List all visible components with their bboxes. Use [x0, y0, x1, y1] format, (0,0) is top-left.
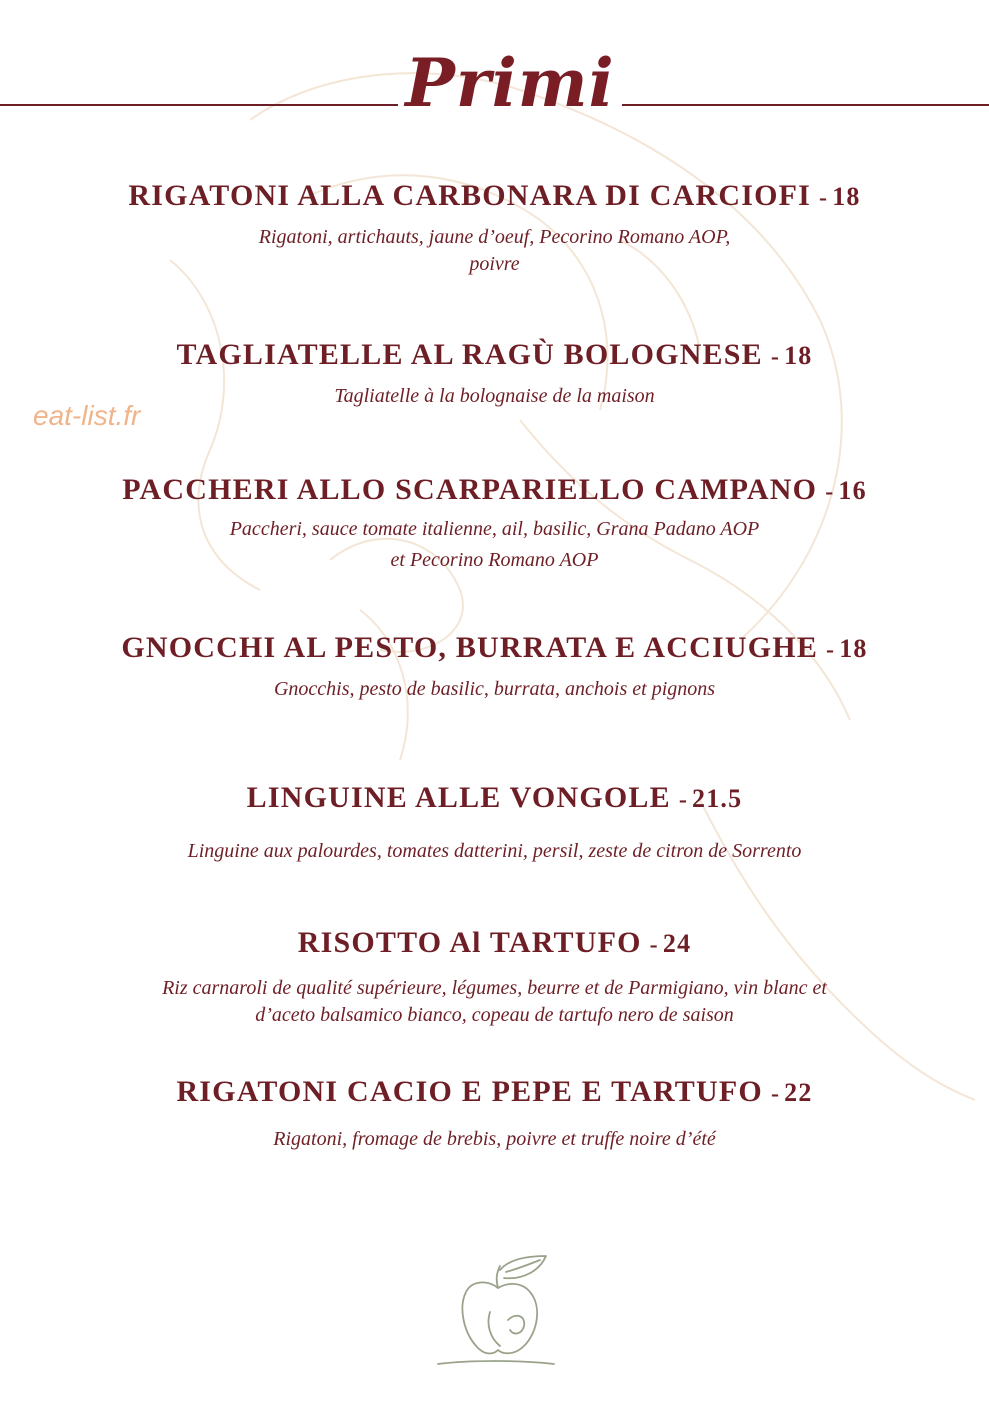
dish-price: 18: [784, 341, 813, 370]
dish-title-line: [60, 178, 929, 216]
dish-price: 18: [832, 182, 861, 211]
dish-item: [60, 178, 929, 278]
watermark: eat-list.fr: [33, 400, 141, 431]
dish-separator: -: [770, 1081, 781, 1107]
dish-separator: -: [826, 637, 836, 663]
dish-name: RIGATONI ALLA CARBONARA DI CARCIOFI: [128, 179, 812, 212]
dish-description: [60, 975, 929, 1029]
dish-description-line: d’aceto balsamico bianco, copeau de tartufo nero de saison: [255, 1004, 734, 1026]
dish-description-line: Tagliatelle à la bolognaise de la maison: [334, 385, 655, 407]
dish-price: 24: [662, 929, 692, 958]
dish-separator: -: [678, 787, 689, 813]
dish-item: [60, 780, 929, 865]
apple-line-art-icon: [430, 1250, 560, 1375]
dish-description-line: Rigatoni, fromage de brebis, poivre et truffe noire d’été: [273, 1128, 716, 1150]
dish-item: [60, 337, 929, 410]
dish-item: [60, 630, 929, 703]
dish-title-line: [60, 337, 929, 375]
dish-description-line: poivre: [469, 253, 520, 275]
dish-description: [60, 514, 929, 576]
dish-description: [60, 838, 929, 865]
page-title: Primi: [405, 44, 615, 122]
title-rule-right: [622, 104, 989, 106]
dish-price: 18: [839, 634, 868, 663]
dish-separator: -: [649, 932, 659, 958]
dish-item: [60, 1074, 929, 1153]
dish-description-line: Rigatoni, artichauts, jaune d’oeuf, Pecorino Romano AOP,: [258, 226, 731, 248]
dish-name: RIGATONI CACIO E PEPE E TARTUFO: [176, 1075, 763, 1108]
dish-name: GNOCCHI AL PESTO, BURRATA E ACCIUGHE: [121, 631, 819, 664]
dish-item: [60, 472, 929, 576]
dish-description-line: Gnocchis, pesto de basilic, burrata, anchois et pignons: [273, 678, 716, 700]
dish-description: [60, 383, 929, 410]
dish-price: 22: [784, 1078, 813, 1107]
dish-name: RISOTTO Al TARTUFO: [297, 926, 642, 959]
dish-price: 21.5: [692, 784, 743, 813]
title-rule-left: [0, 104, 398, 106]
dish-description-line: Paccheri, sauce tomate italienne, ail, basilic, Grana Padano AOP: [229, 518, 760, 540]
dish-title-line: [60, 472, 929, 510]
dish-separator: -: [825, 479, 835, 505]
dish-item: [60, 925, 929, 1029]
dish-description: [60, 676, 929, 703]
dish-title-line: [60, 780, 929, 818]
dish-description: [60, 224, 929, 278]
dish-title-line: [60, 925, 929, 963]
dish-description-line: Linguine aux palourdes, tomates datterini, persil, zeste de citron de Sorrento: [187, 840, 802, 862]
dish-name: TAGLIATELLE AL RAGÙ BOLOGNESE: [176, 338, 763, 371]
dish-title-line: [60, 1074, 929, 1112]
dish-name: LINGUINE ALLE VONGOLE: [246, 781, 671, 814]
dish-title-line: [60, 630, 929, 668]
dish-description-line: et Pecorino Romano AOP: [390, 549, 599, 571]
dish-description-line: Riz carnaroli de qualité supérieure, légumes, beurre et de Parmigiano, vin blanc et: [162, 977, 827, 999]
dish-separator: -: [819, 185, 829, 211]
dish-description: [60, 1126, 929, 1153]
dish-name: PACCHERI ALLO SCARPARIELLO CAMPANO: [122, 473, 818, 506]
dish-price: 16: [838, 476, 867, 505]
dish-separator: -: [770, 344, 781, 370]
